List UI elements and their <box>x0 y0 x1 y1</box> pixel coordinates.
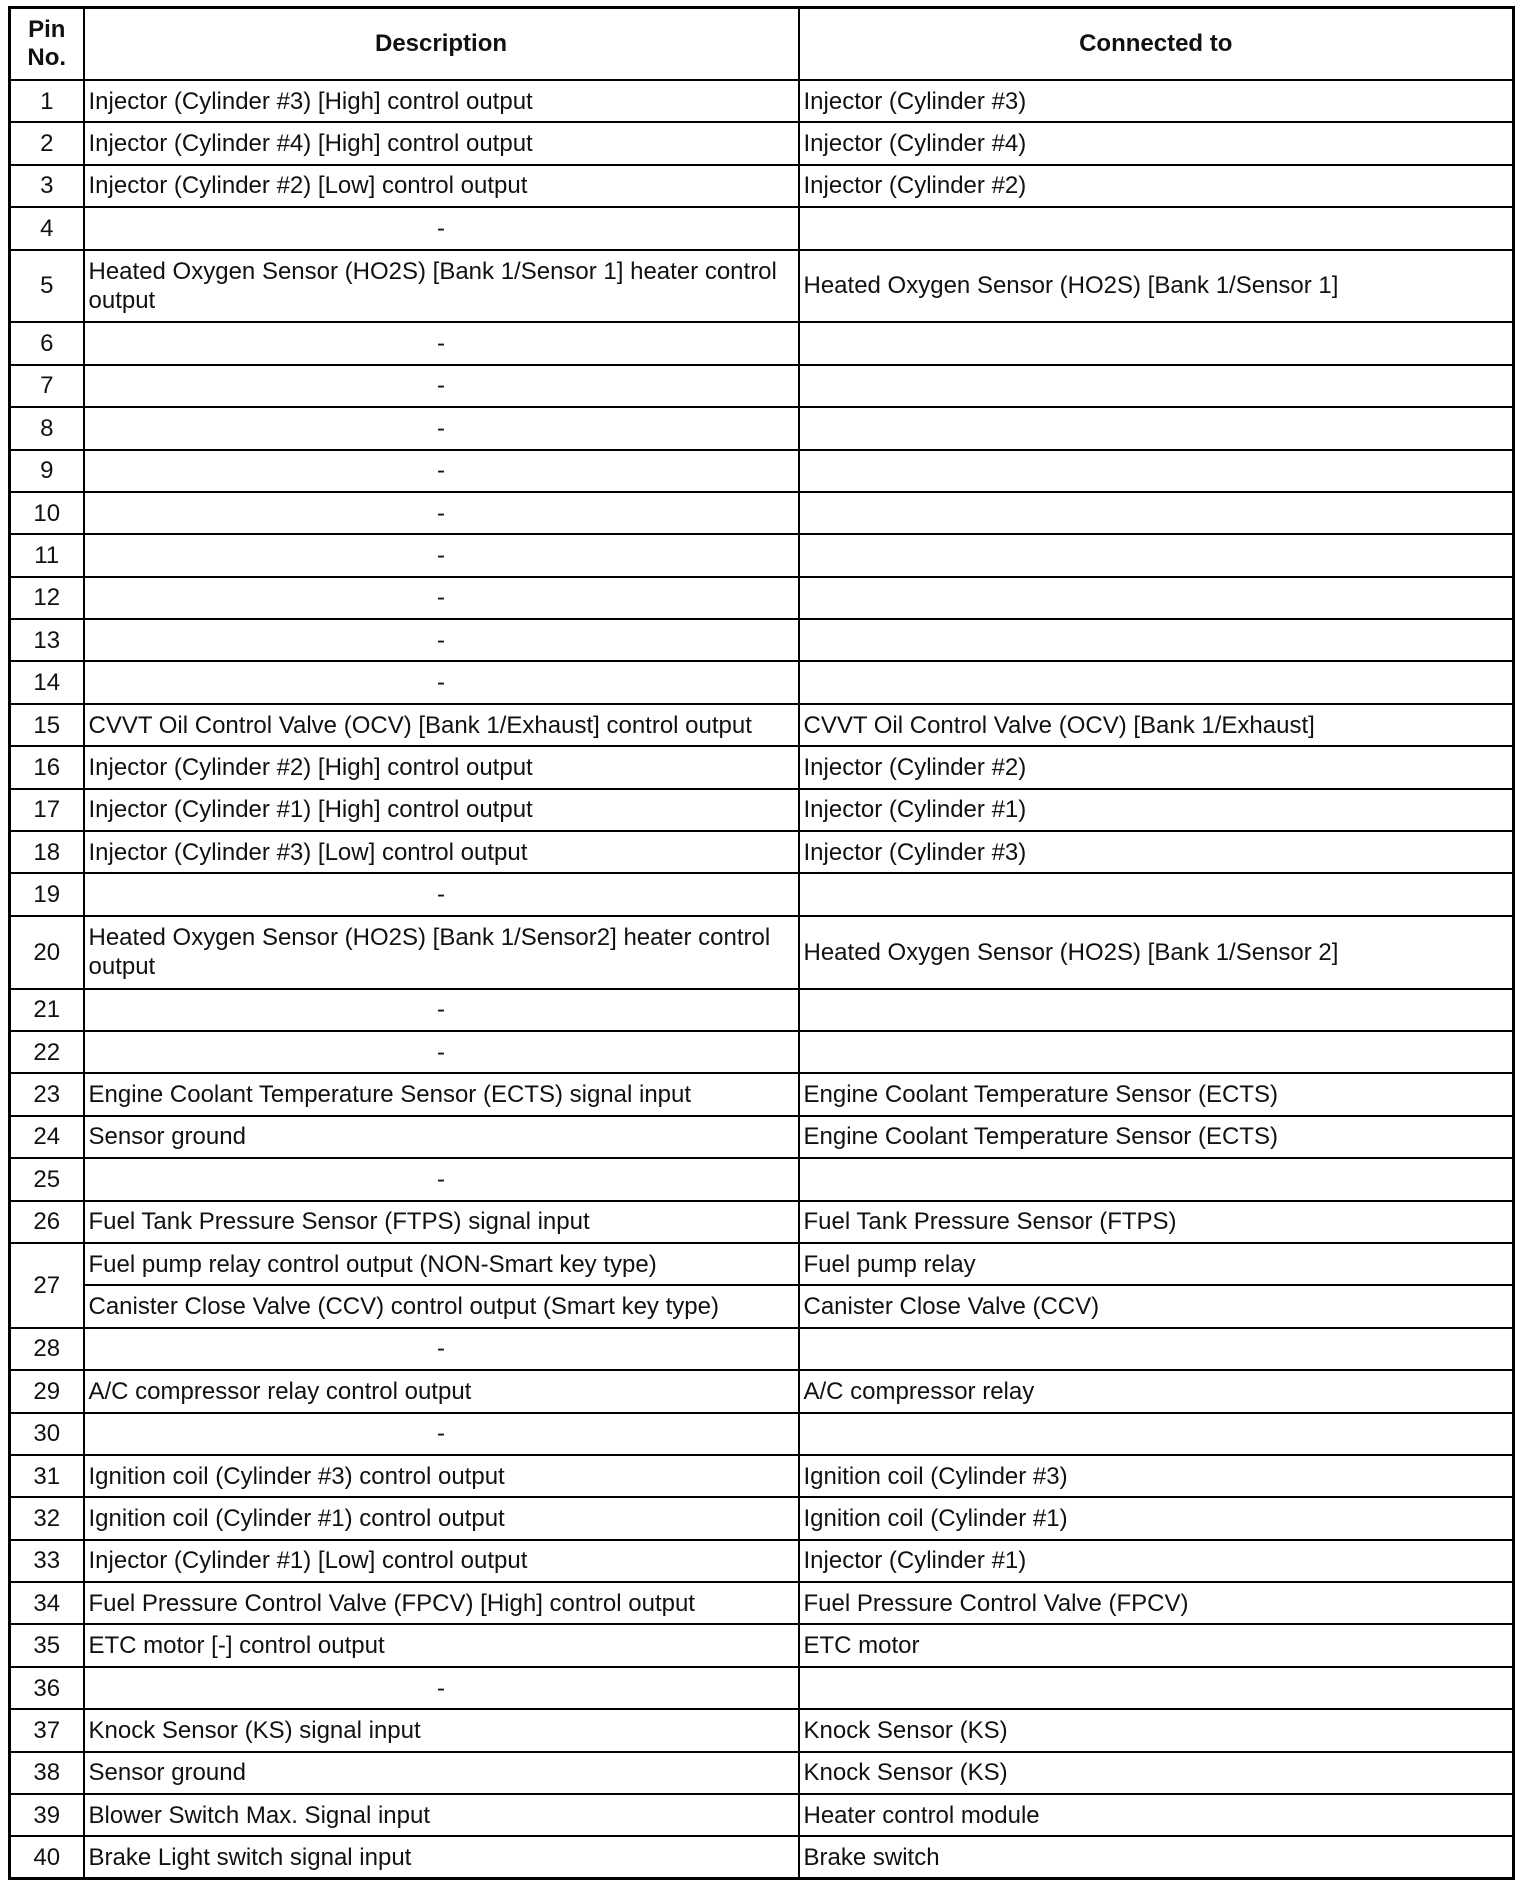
connected-to-cell <box>799 207 1514 249</box>
table-row <box>10 1667 1514 1709</box>
connected-to-cell: ETC motor <box>799 1624 1514 1666</box>
connected-to-cell: Ignition coil (Cylinder #3) <box>799 1455 1514 1497</box>
description-cell: - <box>84 619 799 661</box>
pin-number-cell: 7 <box>10 365 84 407</box>
description-cell: - <box>84 492 799 534</box>
pin-number-cell: 4 <box>10 207 84 249</box>
table-row <box>10 831 1514 873</box>
table-row <box>10 989 1514 1031</box>
pin-number-cell: 36 <box>10 1667 84 1709</box>
description-cell: Injector (Cylinder #1) [Low] control output <box>84 1540 799 1582</box>
header-pin-no: Pin No. <box>10 8 84 81</box>
connected-to-cell: Engine Coolant Temperature Sensor (ECTS) <box>799 1116 1514 1158</box>
pin-number-cell: 30 <box>10 1413 84 1455</box>
table-row <box>10 1455 1514 1497</box>
description-cell: Ignition coil (Cylinder #3) control output <box>84 1455 799 1497</box>
connected-to-cell: Engine Coolant Temperature Sensor (ECTS) <box>799 1073 1514 1115</box>
description-cell: - <box>84 1158 799 1200</box>
description-cell: Fuel pump relay control output (NON-Smart key type) <box>84 1243 799 1285</box>
description-cell: - <box>84 1328 799 1370</box>
pin-number-cell: 5 <box>10 250 84 323</box>
description-cell: - <box>84 661 799 703</box>
connected-to-cell: Fuel Pressure Control Valve (FPCV) <box>799 1582 1514 1624</box>
description-cell: Injector (Cylinder #2) [High] control output <box>84 746 799 788</box>
connected-to-cell: Ignition coil (Cylinder #1) <box>799 1497 1514 1539</box>
table-row <box>10 534 1514 576</box>
connected-to-cell <box>799 534 1514 576</box>
pin-number-cell: 32 <box>10 1497 84 1539</box>
table-row <box>10 365 1514 407</box>
table-row <box>10 1836 1514 1878</box>
pin-number-cell: 11 <box>10 534 84 576</box>
pin-number-cell: 14 <box>10 661 84 703</box>
header-description: Description <box>84 8 799 81</box>
description-cell: - <box>84 450 799 492</box>
pin-number-cell: 10 <box>10 492 84 534</box>
description-cell: - <box>84 322 799 364</box>
table-row <box>10 1582 1514 1624</box>
description-cell: - <box>84 1413 799 1455</box>
pin-number-cell: 1 <box>10 80 84 122</box>
table-row <box>10 1752 1514 1794</box>
table-row <box>10 1116 1514 1158</box>
connected-to-cell: Heated Oxygen Sensor (HO2S) [Bank 1/Sensor 2] <box>799 916 1514 989</box>
table-row <box>10 250 1514 323</box>
table-row <box>10 1413 1514 1455</box>
description-cell: - <box>84 365 799 407</box>
connected-to-cell <box>799 492 1514 534</box>
table-row <box>10 1073 1514 1115</box>
pin-description-table <box>8 6 1515 1880</box>
table-row <box>10 1540 1514 1582</box>
connected-to-cell <box>799 365 1514 407</box>
pin-number-cell: 28 <box>10 1328 84 1370</box>
connected-to-cell <box>799 619 1514 661</box>
description-cell: - <box>84 534 799 576</box>
description-cell: - <box>84 1667 799 1709</box>
table-row <box>10 1031 1514 1073</box>
pin-number-cell: 21 <box>10 989 84 1031</box>
pin-number-cell: 38 <box>10 1752 84 1794</box>
table-row <box>10 916 1514 989</box>
pin-number-cell: 22 <box>10 1031 84 1073</box>
pin-number-cell: 8 <box>10 407 84 449</box>
table-row <box>10 1328 1514 1370</box>
connected-to-cell <box>799 1328 1514 1370</box>
connected-to-cell: Fuel Tank Pressure Sensor (FTPS) <box>799 1201 1514 1243</box>
pin-number-cell: 27 <box>10 1243 84 1328</box>
connected-to-cell <box>799 989 1514 1031</box>
description-cell: - <box>84 873 799 915</box>
pin-number-cell: 39 <box>10 1794 84 1836</box>
table-row <box>10 661 1514 703</box>
table-row <box>10 1285 1514 1327</box>
pin-number-cell: 35 <box>10 1624 84 1666</box>
pin-number-cell: 16 <box>10 746 84 788</box>
table-row <box>10 492 1514 534</box>
connected-to-cell: Knock Sensor (KS) <box>799 1752 1514 1794</box>
table-row <box>10 746 1514 788</box>
table-row <box>10 577 1514 619</box>
description-cell: ETC motor [-] control output <box>84 1624 799 1666</box>
description-cell: - <box>84 577 799 619</box>
description-cell: Blower Switch Max. Signal input <box>84 1794 799 1836</box>
connected-to-cell: Canister Close Valve (CCV) <box>799 1285 1514 1327</box>
connected-to-cell: Injector (Cylinder #2) <box>799 746 1514 788</box>
description-cell: Injector (Cylinder #3) [High] control output <box>84 80 799 122</box>
pin-number-cell: 2 <box>10 122 84 164</box>
header-connected-to: Connected to <box>799 8 1514 81</box>
connected-to-cell <box>799 1413 1514 1455</box>
description-cell: Sensor ground <box>84 1752 799 1794</box>
pin-number-cell: 18 <box>10 831 84 873</box>
pin-number-cell: 33 <box>10 1540 84 1582</box>
pin-number-cell: 6 <box>10 322 84 364</box>
description-cell: Canister Close Valve (CCV) control output (Smart key type) <box>84 1285 799 1327</box>
description-cell: - <box>84 989 799 1031</box>
table-row <box>10 619 1514 661</box>
description-cell: Injector (Cylinder #1) [High] control output <box>84 789 799 831</box>
connected-to-cell <box>799 322 1514 364</box>
description-cell: Heated Oxygen Sensor (HO2S) [Bank 1/Sensor2] heater control output <box>84 916 799 989</box>
pin-number-cell: 37 <box>10 1709 84 1751</box>
connected-to-cell: Brake switch <box>799 1836 1514 1878</box>
connected-to-cell <box>799 407 1514 449</box>
pin-number-cell: 13 <box>10 619 84 661</box>
pin-number-cell: 23 <box>10 1073 84 1115</box>
table-row <box>10 1201 1514 1243</box>
pin-number-cell: 12 <box>10 577 84 619</box>
table-row <box>10 1158 1514 1200</box>
table-row <box>10 80 1514 122</box>
pin-number-cell: 24 <box>10 1116 84 1158</box>
pin-number-cell: 34 <box>10 1582 84 1624</box>
pin-number-cell: 25 <box>10 1158 84 1200</box>
description-cell: - <box>84 407 799 449</box>
table-row <box>10 873 1514 915</box>
connected-to-cell <box>799 661 1514 703</box>
pin-number-cell: 31 <box>10 1455 84 1497</box>
description-cell: Sensor ground <box>84 1116 799 1158</box>
description-cell: Brake Light switch signal input <box>84 1836 799 1878</box>
pin-number-cell: 40 <box>10 1836 84 1878</box>
connected-to-cell: Fuel pump relay <box>799 1243 1514 1285</box>
pin-number-cell: 9 <box>10 450 84 492</box>
connected-to-cell: Heater control module <box>799 1794 1514 1836</box>
pin-number-cell: 26 <box>10 1201 84 1243</box>
connected-to-cell: Heated Oxygen Sensor (HO2S) [Bank 1/Sensor 1] <box>799 250 1514 323</box>
description-cell: Injector (Cylinder #3) [Low] control output <box>84 831 799 873</box>
connected-to-cell <box>799 450 1514 492</box>
description-cell: Ignition coil (Cylinder #1) control output <box>84 1497 799 1539</box>
pin-number-cell: 29 <box>10 1370 84 1412</box>
connected-to-cell: Injector (Cylinder #3) <box>799 80 1514 122</box>
description-cell: A/C compressor relay control output <box>84 1370 799 1412</box>
table-row <box>10 165 1514 207</box>
description-cell: - <box>84 207 799 249</box>
description-cell: - <box>84 1031 799 1073</box>
table-row <box>10 450 1514 492</box>
description-cell: CVVT Oil Control Valve (OCV) [Bank 1/Exhaust] control output <box>84 704 799 746</box>
connected-to-cell <box>799 1158 1514 1200</box>
pin-number-cell: 19 <box>10 873 84 915</box>
description-cell: Fuel Tank Pressure Sensor (FTPS) signal input <box>84 1201 799 1243</box>
table-row <box>10 789 1514 831</box>
pin-number-cell: 15 <box>10 704 84 746</box>
connected-to-cell: Knock Sensor (KS) <box>799 1709 1514 1751</box>
connected-to-cell: A/C compressor relay <box>799 1370 1514 1412</box>
description-cell: Knock Sensor (KS) signal input <box>84 1709 799 1751</box>
connected-to-cell <box>799 1031 1514 1073</box>
description-cell: Injector (Cylinder #2) [Low] control output <box>84 165 799 207</box>
table-row <box>10 407 1514 449</box>
connected-to-cell: Injector (Cylinder #1) <box>799 1540 1514 1582</box>
pin-number-cell: 17 <box>10 789 84 831</box>
header-row <box>10 8 1514 81</box>
connected-to-cell <box>799 1667 1514 1709</box>
pin-number-cell: 20 <box>10 916 84 989</box>
table-row <box>10 704 1514 746</box>
connected-to-cell: Injector (Cylinder #4) <box>799 122 1514 164</box>
connected-to-cell <box>799 577 1514 619</box>
table-row <box>10 1709 1514 1751</box>
table-row <box>10 1624 1514 1666</box>
description-cell: Heated Oxygen Sensor (HO2S) [Bank 1/Sensor 1] heater control output <box>84 250 799 323</box>
description-cell: Engine Coolant Temperature Sensor (ECTS) signal input <box>84 1073 799 1115</box>
table-row <box>10 1243 1514 1285</box>
connected-to-cell: Injector (Cylinder #1) <box>799 789 1514 831</box>
connected-to-cell: CVVT Oil Control Valve (OCV) [Bank 1/Exhaust] <box>799 704 1514 746</box>
table-row <box>10 122 1514 164</box>
table-row <box>10 322 1514 364</box>
description-cell: Injector (Cylinder #4) [High] control output <box>84 122 799 164</box>
table-row <box>10 207 1514 249</box>
table-row <box>10 1497 1514 1539</box>
table-body <box>10 80 1514 1879</box>
connected-to-cell <box>799 873 1514 915</box>
connected-to-cell: Injector (Cylinder #2) <box>799 165 1514 207</box>
description-cell: Fuel Pressure Control Valve (FPCV) [High] control output <box>84 1582 799 1624</box>
connected-to-cell: Injector (Cylinder #3) <box>799 831 1514 873</box>
pin-number-cell: 3 <box>10 165 84 207</box>
table-row <box>10 1370 1514 1412</box>
table-row <box>10 1794 1514 1836</box>
